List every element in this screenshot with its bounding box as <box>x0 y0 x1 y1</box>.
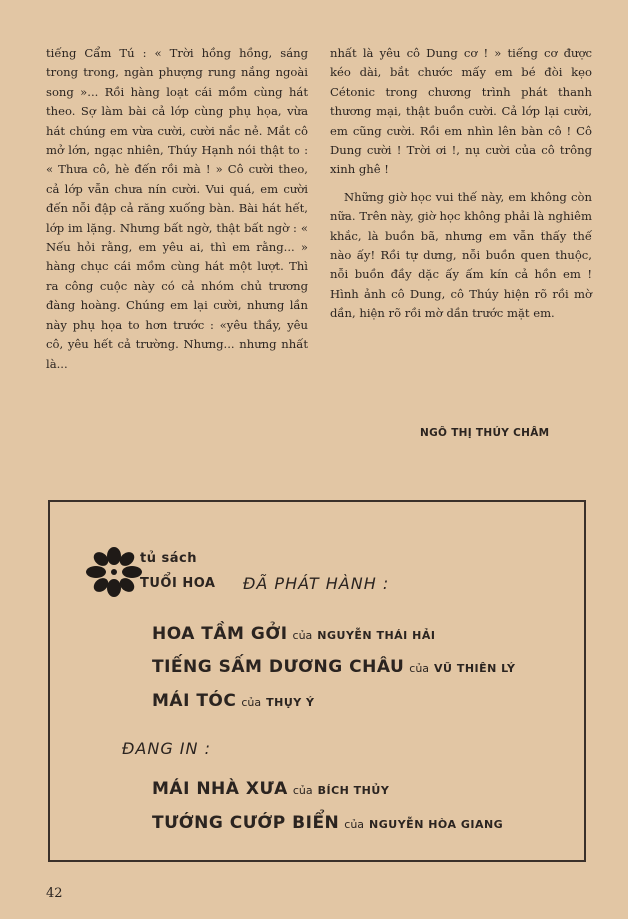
released-heading: ĐÃ PHÁT HÀNH : <box>243 574 390 593</box>
book-entry <box>152 813 503 833</box>
article-left-column <box>46 44 308 374</box>
book-title: TƯỚNG CƯỚP BIỂN <box>152 813 340 833</box>
book-advertisement <box>48 500 586 862</box>
article-right-column <box>330 44 592 324</box>
book-by: của <box>292 784 313 797</box>
book-by: của <box>344 818 365 831</box>
article-paragraph: tiếng Cẩm Tú : « Trời hồng hồng, sáng trong trong, ngàn phượng rung nắng ngoài song »... Rồi hàng loạt cái mồm cùng hát theo. Sợ làm bài cả lớp cùng phụ họa, vừa hát chúng em vừa cười, cười nắc nẻ. Mắt cô mở lớn, ngạc nhiên, Thúy Hạnh nói thật to : « Thưa cô, hè đến rồi mà ! » Cô cười theo, cả lớp vẫn chưa nín cười. Vui quá, em cười đến nỗi đập cả răng xuống bàn. Bài hát hết, lớp im lặng. Nhưng bất ngờ, thật bất ngờ : « Nếu hỏi rằng, em yêu ai, thì em rằng... » hàng chục cái mồm cùng hát một lượt. Thì ra công cuộc này có cả nhóm chủ trương đàng hoàng. Chúng em lại cười, nhưng lần này phụ họa to hơn trước : «yêu thầy, yêu cô, yêu hết cả trường. Nhưng... nhưng nhất là... <box>46 46 308 371</box>
page-number: 42 <box>46 886 63 901</box>
book-author: NGUYỄN HÒA GIANG <box>369 818 504 831</box>
book-entry <box>152 691 315 711</box>
article-author: NGÔ THỊ THÚY CHÂM <box>420 427 550 439</box>
printing-heading: ĐANG IN : <box>122 739 211 758</box>
book-title: TIẾNG SẤM DƯƠNG CHÂU <box>152 657 405 677</box>
book-by: của <box>241 696 262 709</box>
book-author: BÍCH THỦY <box>317 784 390 797</box>
book-author: VŨ THIÊN LÝ <box>434 662 516 675</box>
series-logo-text <box>140 546 215 596</box>
flower-icon <box>83 546 145 598</box>
book-title: MÁI NHÀ XƯA <box>152 779 288 799</box>
book-author: NGUYỄN THÁI HẢI <box>317 629 436 642</box>
book-by: của <box>409 662 430 675</box>
book-entry <box>152 657 515 677</box>
logo-line: TUỔI HOA <box>140 576 216 591</box>
book-title: MÁI TÓC <box>152 691 237 711</box>
book-title: HOA TẦM GỞI <box>152 624 288 644</box>
book-entry <box>152 779 389 799</box>
article-paragraph: nhất là yêu cô Dung cơ ! » tiếng cơ được kéo dài, bắt chước mấy em bé đòi kẹo Cétonic trong chương trình phát thanh thương mại, thật buồn cười. Cả lớp lại cười, em cũng cười. Rồi em nhìn lên bàn cô ! Cô Dung cười ! Trời ơi !, nụ cười của cô trông xinh ghê ! <box>330 46 592 177</box>
book-author: THỤY Ý <box>266 696 315 709</box>
book-entry <box>152 624 435 644</box>
book-by: của <box>292 629 313 642</box>
article-paragraph: Những giờ học vui thế này, em không còn nữa. Trên này, giờ học không phải là nghiêm khắc, là buồn bã, nhưng em vẫn thấy thế nào ấy! Rồi tự dưng, nỗi buồn quen thuộc, nỗi buồn đầy dặc ấy ấm kín cả hồn em ! Hình ảnh cô Dung, cô Thúy hiện rõ rồi mờ dần, hiện rõ rồi mờ dần trước mặt em. <box>330 189 592 321</box>
logo-line: tủ sách <box>140 551 197 566</box>
